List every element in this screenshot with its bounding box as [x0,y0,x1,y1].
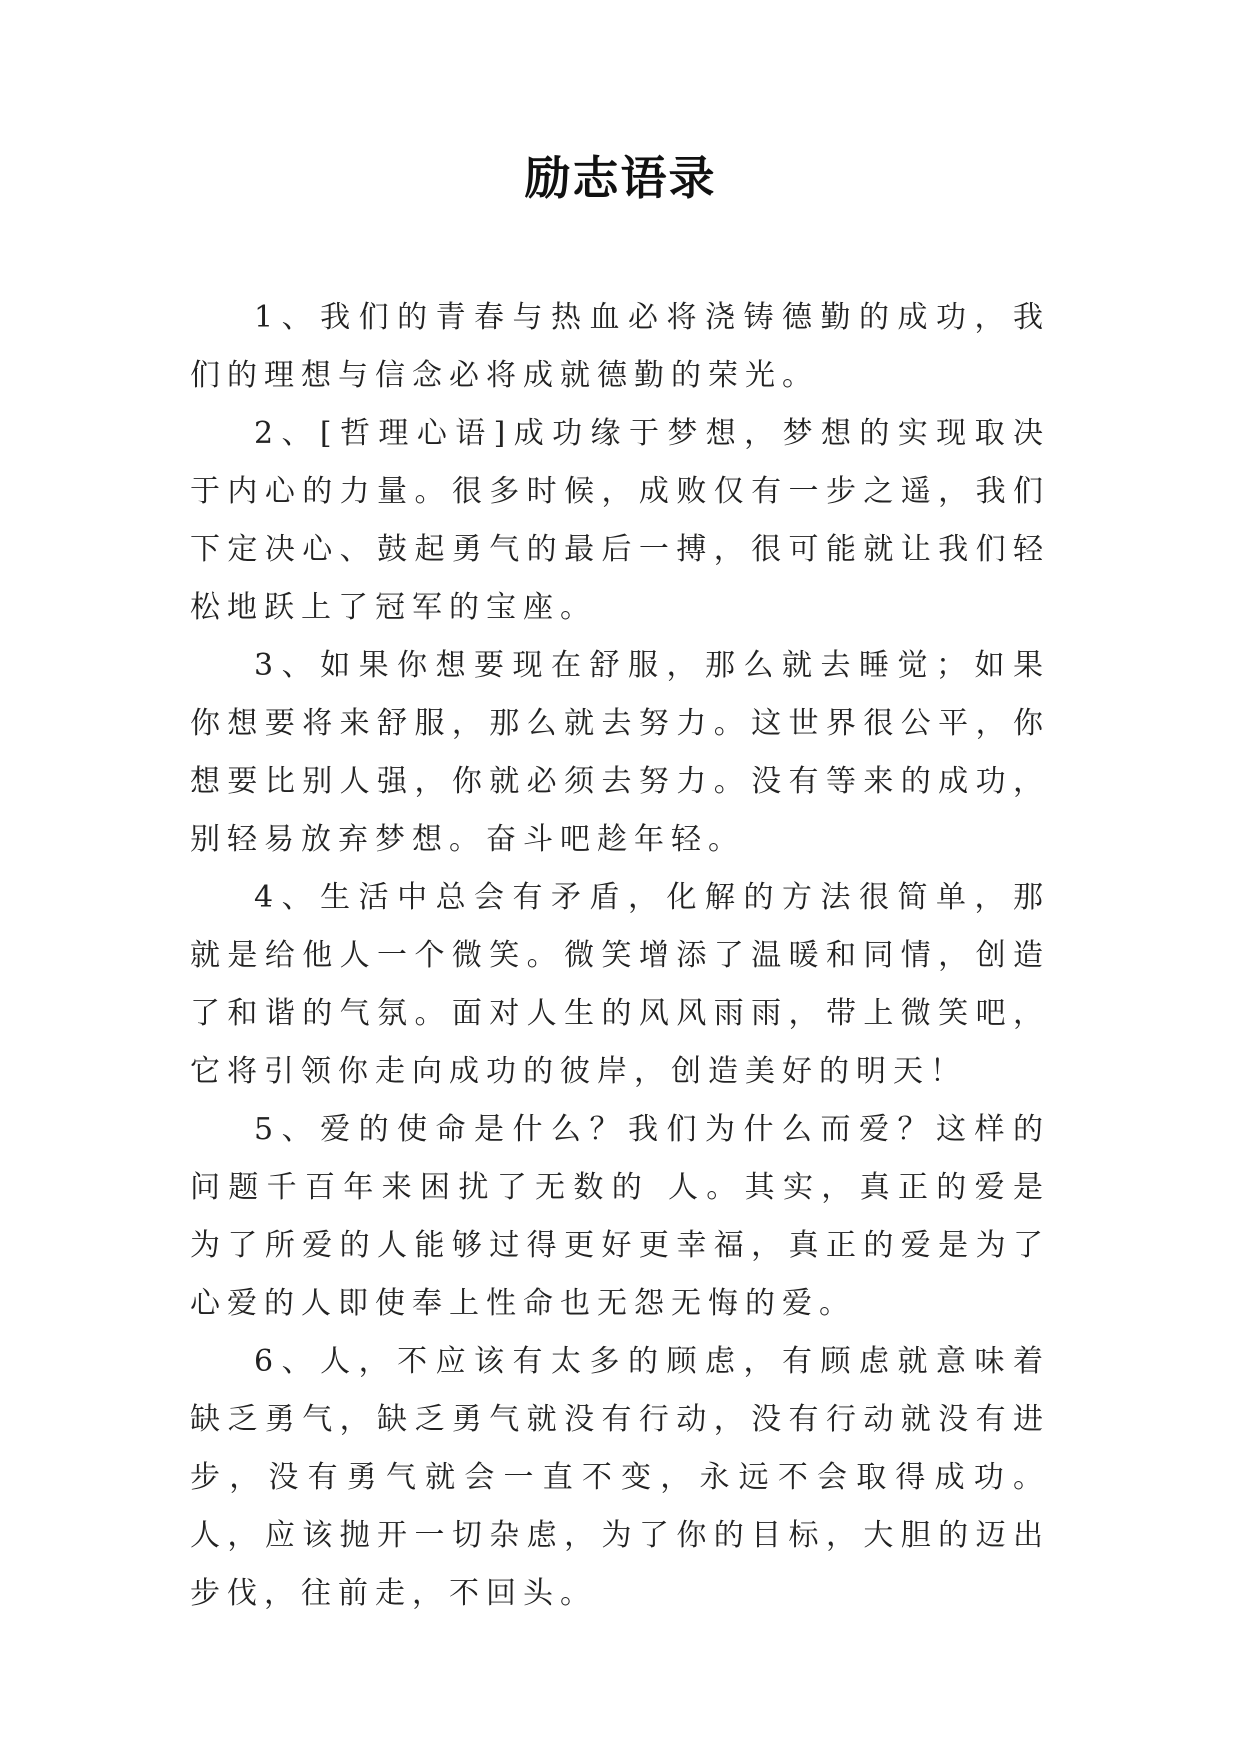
quote-paragraph-2: 2、[哲理心语]成功缘于梦想，梦想的实现取决于内心的力量。很多时候，成败仅有一步之遥，我们下定决心、鼓起勇气的最后一搏，很可能就让我们轻松地跃上了冠军的宝座。 [190,416,1050,625]
quote-paragraph-3: 3、如果你想要现在舒服，那么就去睡觉；如果你想要将来舒服，那么就去努力。这世界很公平，你想要比别人强，你就必须去努力。没有等来的成功，别轻易放弃梦想。奋斗吧趁年轻。 [190,648,1050,857]
document-body [190,289,1050,1623]
quote-paragraph-1: 1、我们的青春与热血必将浇铸德勤的成功，我们的理想与信念必将成就德勤的荣光。 [190,300,1050,393]
document-title: 励志语录 [524,151,717,205]
quote-paragraph-4: 4、生活中总会有矛盾，化解的方法很简单，那就是给他人一个微笑。微笑增添了温暖和同情，创造了和谐的气氛。面对人生的风风雨雨，带上微笑吧，它将引领你走向成功的彼岸，创造美好的明天！ [190,880,1050,1089]
quote-paragraph-6: 6、人，不应该有太多的顾虑，有顾虑就意味着缺乏勇气，缺乏勇气就没有行动，没有行动就没有进步，没有勇气就会一直不变，永远不会取得成功。人，应该抛开一切杂虑，为了你的目标，大胆的迈出步伐，往前走，不回头。 [190,1344,1050,1611]
quote-paragraph-5: 5、爱的使命是什么？我们为什么而爱？这样的问题千百年来困扰了无数的 人。其实，真正的爱是为了所爱的人能够过得更好更幸福，真正的爱是为了 心爱的人即使奉上性命也无怨无悔的爱。 [190,1112,1050,1321]
